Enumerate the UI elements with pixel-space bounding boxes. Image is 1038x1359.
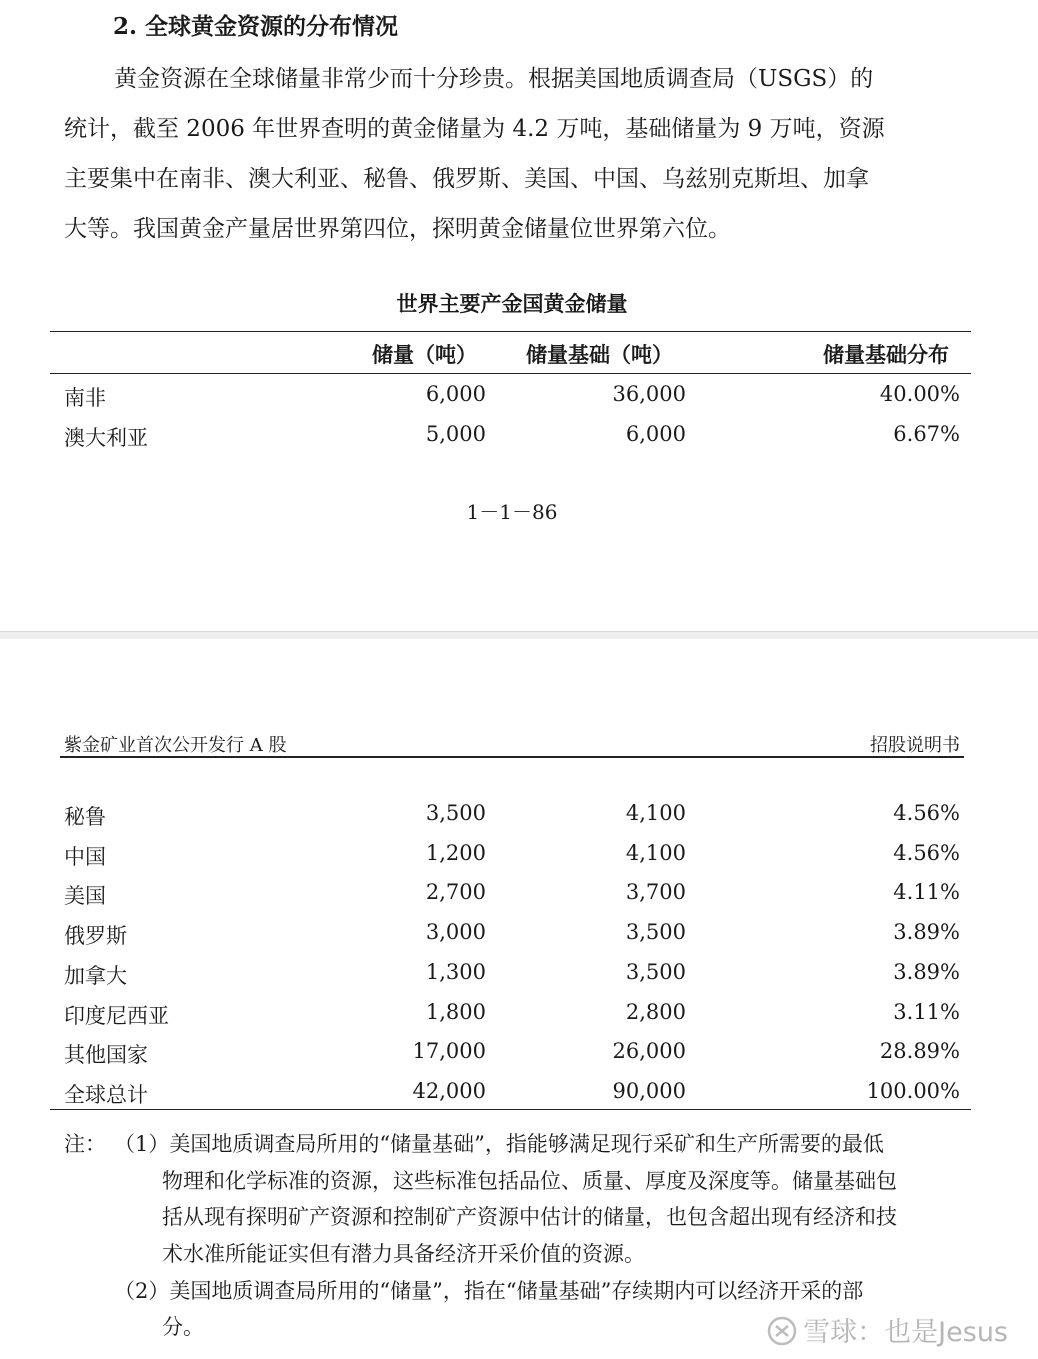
reserve-base-cell: 3,700: [625, 880, 686, 904]
table-top-rule: [50, 331, 971, 332]
notes-label: 注：: [64, 1132, 106, 1156]
distribution-cell: 4.56%: [893, 841, 960, 865]
paragraph-line: 大等。我国黄金产量居世界第四位，探明黄金储量位世界第六位。: [64, 216, 731, 242]
country-cell: 其他国家: [64, 1043, 148, 1067]
reserve-base-cell: 6,000: [625, 422, 686, 446]
note-line: 术水准所能证实但有潜力具备经济开采价值的资源。: [162, 1242, 645, 1266]
reserves-cell: 1,200: [425, 841, 486, 865]
reserves-cell: 5,000: [425, 422, 486, 446]
reserves-cell: 42,000: [412, 1079, 486, 1103]
reserve-base-cell: 26,000: [612, 1039, 686, 1063]
reserve-base-cell: 90,000: [612, 1079, 686, 1103]
distribution-cell: 4.56%: [893, 801, 960, 825]
running-header-rule: [60, 756, 964, 758]
running-header-left: 紫金矿业首次公开发行 A 股: [64, 735, 287, 756]
country-cell: 全球总计: [64, 1083, 148, 1107]
distribution-cell: 100.00%: [866, 1079, 960, 1103]
note-line: 分。: [162, 1315, 204, 1339]
country-cell: 秘鲁: [64, 805, 106, 829]
country-cell: 南非: [64, 386, 106, 410]
table-header-rule: [50, 373, 971, 374]
table-title: 世界主要产金国黄金储量: [396, 291, 628, 316]
reserve-base-cell: 36,000: [612, 382, 686, 406]
country-cell: 印度尼西亚: [64, 1004, 169, 1028]
table-bottom-rule: [50, 1109, 971, 1110]
note-line: 物理和化学标准的资源，这些标准包括品位、质量、厚度及深度等。储量基础包: [162, 1169, 897, 1193]
reserve-base-cell: 4,100: [625, 801, 686, 825]
country-cell: 俄罗斯: [64, 924, 127, 948]
running-header-right: 招股说明书: [870, 735, 960, 756]
distribution-cell: 40.00%: [879, 382, 960, 406]
reserves-cell: 1,300: [425, 960, 486, 984]
country-cell: 加拿大: [64, 964, 127, 988]
note-line: （2）美国地质调查局所用的“储量”，指在“储量基础”存续期内可以经济开采的部: [114, 1279, 864, 1303]
distribution-cell: 3.11%: [893, 1000, 960, 1024]
reserves-cell: 6,000: [425, 382, 486, 406]
distribution-cell: 6.67%: [893, 422, 960, 446]
distribution-cell: 4.11%: [893, 880, 960, 904]
reserves-cell: 17,000: [412, 1039, 486, 1063]
section-heading: 2. 全球黄金资源的分布情况: [113, 13, 399, 40]
watermark-text: 雪球：也是Jesus: [803, 1317, 1008, 1348]
reserve-base-cell: 4,100: [625, 841, 686, 865]
watermark: [767, 1310, 1008, 1353]
distribution-cell: 3.89%: [893, 960, 960, 984]
header-reserves: 储量（吨）: [372, 342, 477, 367]
page-break-divider: [0, 631, 1038, 639]
paragraph-line: 主要集中在南非、澳大利亚、秘鲁、俄罗斯、美国、中国、乌兹别克斯坦、加拿: [64, 166, 869, 192]
country-cell: 中国: [64, 845, 106, 869]
reserves-cell: 1,800: [425, 1000, 486, 1024]
distribution-cell: 28.89%: [879, 1039, 960, 1063]
header-distribution: 储量基础分布: [823, 342, 949, 367]
note-line: 括从现有探明矿产资源和控制矿产资源中估计的储量，也包含超出现有经济和技: [162, 1205, 897, 1229]
page-number: 1－1－86: [466, 500, 558, 524]
note-line: （1）美国地质调查局所用的“储量基础”，指能够满足现行采矿和生产所需要的最低: [114, 1132, 884, 1156]
header-reserve-base: 储量基础（吨）: [526, 342, 673, 367]
country-cell: 澳大利亚: [64, 426, 148, 450]
reserve-base-cell: 3,500: [625, 960, 686, 984]
paragraph-line: 统计，截至 2006 年世界查明的黄金储量为 4.2 万吨，基础储量为 9 万吨，资源: [64, 116, 885, 142]
reserves-cell: 3,500: [425, 801, 486, 825]
snowball-logo-icon: [767, 1316, 797, 1353]
paragraph-line: 黄金资源在全球储量非常少而十分珍贵。根据美国地质调查局（USGS）的: [114, 66, 874, 92]
reserves-cell: 3,000: [425, 920, 486, 944]
distribution-cell: 3.89%: [893, 920, 960, 944]
country-cell: 美国: [64, 884, 106, 908]
reserve-base-cell: 2,800: [625, 1000, 686, 1024]
reserve-base-cell: 3,500: [625, 920, 686, 944]
reserves-cell: 2,700: [425, 880, 486, 904]
